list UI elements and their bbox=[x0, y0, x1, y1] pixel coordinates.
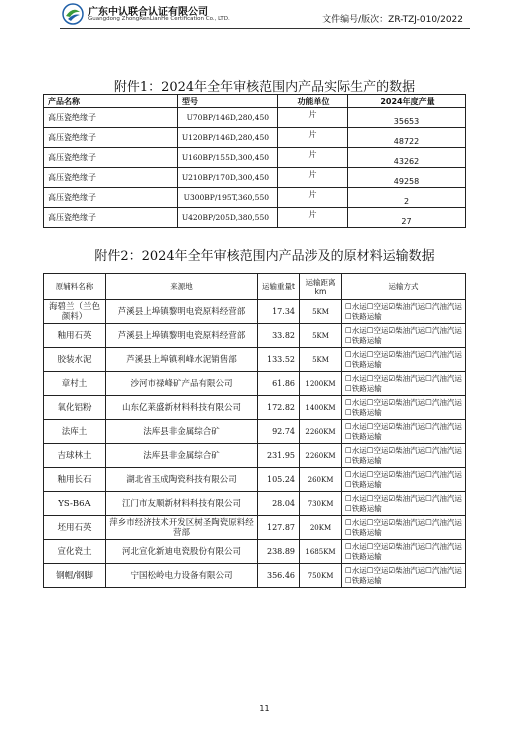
table-cell: 氧化铝粉 bbox=[44, 396, 106, 420]
table-row bbox=[44, 108, 466, 128]
table-cell: 湖北省玉成陶瓷科技有限公司 bbox=[106, 468, 258, 492]
table-cell: ☐水运☐空运☑柴油汽运☐汽油汽运☐铁路运输 bbox=[342, 516, 466, 540]
table-row bbox=[44, 188, 466, 208]
page-header bbox=[0, 0, 529, 34]
table-cell: 芦溪县上埠镇黎明电瓷原料经营部 bbox=[106, 324, 258, 348]
production-table bbox=[43, 94, 466, 228]
table-cell: 胶装水泥 bbox=[44, 348, 106, 372]
table-cell: ☐水运☐空运☑柴油汽运☐汽油汽运☐铁路运输 bbox=[342, 420, 466, 444]
table-cell: 238.89 bbox=[258, 540, 300, 564]
table-cell: 芦溪县上埠镇黎明电瓷原料经营部 bbox=[106, 300, 258, 324]
column-header: 运输方式 bbox=[342, 274, 466, 300]
transport-table bbox=[43, 273, 466, 588]
annex2-title: 附件2：2024年全年审核范围内产品涉及的原材料运输数据 bbox=[94, 249, 435, 264]
table-cell: ☐水运☐空运☑柴油汽运☐汽油汽运☐铁路运输 bbox=[342, 300, 466, 324]
table-cell: 5KM bbox=[300, 300, 342, 324]
table-row bbox=[44, 148, 466, 168]
table-cell: 1685KM bbox=[300, 540, 342, 564]
table-cell: 5KM bbox=[300, 348, 342, 372]
company-logo-icon bbox=[62, 3, 84, 25]
table-cell: 2260KM bbox=[300, 444, 342, 468]
table-cell: U70BP/146D,280,450 bbox=[178, 108, 278, 128]
document-number: 文件编号/版次：ZR-TZJ-010/2022 bbox=[322, 15, 463, 25]
table-cell: 片 bbox=[278, 208, 348, 228]
column-header: 原辅料名称 bbox=[44, 274, 106, 300]
table-cell: 260KM bbox=[300, 468, 342, 492]
table-cell: ☐水运☐空运☑柴油汽运☐汽油汽运☐铁路运输 bbox=[342, 492, 466, 516]
table-cell: 20KM bbox=[300, 516, 342, 540]
table-cell: 芦溪县上埠镇利峰水泥销售部 bbox=[106, 348, 258, 372]
table-cell: U300BP/195T,360,550 bbox=[178, 188, 278, 208]
table-cell: 730KM bbox=[300, 492, 342, 516]
table-cell: 2260KM bbox=[300, 420, 342, 444]
column-header: 2024年度产量 bbox=[348, 95, 466, 108]
table-cell: 172.82 bbox=[258, 396, 300, 420]
table-header-row bbox=[44, 95, 466, 108]
header-divider bbox=[60, 28, 470, 29]
table-cell: YS-B6A bbox=[44, 492, 106, 516]
table-cell: ☐水运☐空运☑柴油汽运☐汽油汽运☐铁路运输 bbox=[342, 468, 466, 492]
table-cell: 沙河市禄峰矿产品有限公司 bbox=[106, 372, 258, 396]
table-cell: 高压瓷绝缘子 bbox=[44, 128, 178, 148]
table-cell: 33.82 bbox=[258, 324, 300, 348]
table-row bbox=[44, 468, 466, 492]
column-header: 功能单位 bbox=[278, 95, 348, 108]
table-cell: 萍乡市经济技术开发区树圣陶瓷原料经营部 bbox=[106, 516, 258, 540]
table-cell: 高压瓷绝缘子 bbox=[44, 188, 178, 208]
table-cell: 48722 bbox=[348, 128, 466, 148]
table-cell: 法库土 bbox=[44, 420, 106, 444]
table-cell: ☐水运☐空运☑柴油汽运☐汽油汽运☐铁路运输 bbox=[342, 372, 466, 396]
table-cell: 吉球林土 bbox=[44, 444, 106, 468]
table-cell: 61.86 bbox=[258, 372, 300, 396]
table-cell: 釉用长石 bbox=[44, 468, 106, 492]
table-cell: 高压瓷绝缘子 bbox=[44, 108, 178, 128]
table-row bbox=[44, 516, 466, 540]
annex1-title: 附件1：2024年全年审核范围内产品实际生产的数据 bbox=[113, 80, 416, 95]
table-row bbox=[44, 324, 466, 348]
table-cell: ☐水运☐空运☑柴油汽运☐汽油汽运☐铁路运输 bbox=[342, 564, 466, 588]
table-row bbox=[44, 420, 466, 444]
table-cell: U420BP/205D,380,550 bbox=[178, 208, 278, 228]
table-cell: 231.95 bbox=[258, 444, 300, 468]
table-cell: 海碧兰（兰色颜料） bbox=[44, 300, 106, 324]
table-cell: 高压瓷绝缘子 bbox=[44, 208, 178, 228]
table-cell: 钢帽/钢脚 bbox=[44, 564, 106, 588]
table-cell: ☐水运☐空运☑柴油汽运☐汽油汽运☐铁路运输 bbox=[342, 540, 466, 564]
table-row bbox=[44, 564, 466, 588]
table-cell: U210BP/170D,300,450 bbox=[178, 168, 278, 188]
table-cell: 1200KM bbox=[300, 372, 342, 396]
table-cell: 49258 bbox=[348, 168, 466, 188]
table-row bbox=[44, 208, 466, 228]
table-row bbox=[44, 540, 466, 564]
table-cell: 1400KM bbox=[300, 396, 342, 420]
table-cell: 750KM bbox=[300, 564, 342, 588]
table-header-row bbox=[44, 274, 466, 300]
table-cell: 17.34 bbox=[258, 300, 300, 324]
table-cell: 28.04 bbox=[258, 492, 300, 516]
table-cell: 105.24 bbox=[258, 468, 300, 492]
column-header: 产品名称 bbox=[44, 95, 178, 108]
table-cell: 宣化瓷土 bbox=[44, 540, 106, 564]
table-cell: 山东亿莱盛新材料科技有限公司 bbox=[106, 396, 258, 420]
table-row bbox=[44, 168, 466, 188]
table-cell: 2 bbox=[348, 188, 466, 208]
table-cell: 坯用石英 bbox=[44, 516, 106, 540]
table-cell: 法库县非金属综合矿 bbox=[106, 420, 258, 444]
table-cell: 92.74 bbox=[258, 420, 300, 444]
table-row bbox=[44, 396, 466, 420]
table-row bbox=[44, 372, 466, 396]
table-cell: 5KM bbox=[300, 324, 342, 348]
table-cell: ☐水运☐空运☑柴油汽运☐汽油汽运☐铁路运输 bbox=[342, 396, 466, 420]
table-row bbox=[44, 492, 466, 516]
table-cell: 35653 bbox=[348, 108, 466, 128]
table-cell: 江门市友顺新材料科技有限公司 bbox=[106, 492, 258, 516]
table-cell: 片 bbox=[278, 168, 348, 188]
company-name-cn: 广东中认联合认证有限公司 bbox=[88, 7, 208, 18]
table-cell: 高压瓷绝缘子 bbox=[44, 168, 178, 188]
table-cell: 片 bbox=[278, 108, 348, 128]
table-cell: U160BP/155D,300,450 bbox=[178, 148, 278, 168]
table-cell: 法库县非金属综合矿 bbox=[106, 444, 258, 468]
table-row bbox=[44, 128, 466, 148]
column-header: 运输距离 km bbox=[300, 274, 342, 300]
table-cell: ☐水运☐空运☑柴油汽运☐汽油汽运☐铁路运输 bbox=[342, 444, 466, 468]
table-cell: 127.87 bbox=[258, 516, 300, 540]
table-cell: 片 bbox=[278, 148, 348, 168]
table-cell: 133.52 bbox=[258, 348, 300, 372]
table-cell: ☐水运☐空运☑柴油汽运☐汽油汽运☐铁路运输 bbox=[342, 324, 466, 348]
table-cell: 釉用石英 bbox=[44, 324, 106, 348]
table-row bbox=[44, 444, 466, 468]
column-header: 型号 bbox=[178, 95, 278, 108]
table-cell: 43262 bbox=[348, 148, 466, 168]
company-name-en: Guangdong ZhongRenLianHe Certification Co., LTD. bbox=[88, 16, 230, 22]
column-header: 来源地 bbox=[106, 274, 258, 300]
table-cell: 河北宣化新迪电瓷股份有限公司 bbox=[106, 540, 258, 564]
table-cell: 章村土 bbox=[44, 372, 106, 396]
table-cell: 27 bbox=[348, 208, 466, 228]
column-header: 运输重量t bbox=[258, 274, 300, 300]
table-cell: 356.46 bbox=[258, 564, 300, 588]
table-cell: 高压瓷绝缘子 bbox=[44, 148, 178, 168]
table-cell: ☐水运☐空运☑柴油汽运☐汽油汽运☐铁路运输 bbox=[342, 348, 466, 372]
table-cell: 片 bbox=[278, 128, 348, 148]
page-number: 11 bbox=[259, 704, 270, 713]
table-cell: 片 bbox=[278, 188, 348, 208]
table-cell: 宁国松岭电力设备有限公司 bbox=[106, 564, 258, 588]
table-row bbox=[44, 300, 466, 324]
table-cell: U120BP/146D,280,450 bbox=[178, 128, 278, 148]
table-row bbox=[44, 348, 466, 372]
